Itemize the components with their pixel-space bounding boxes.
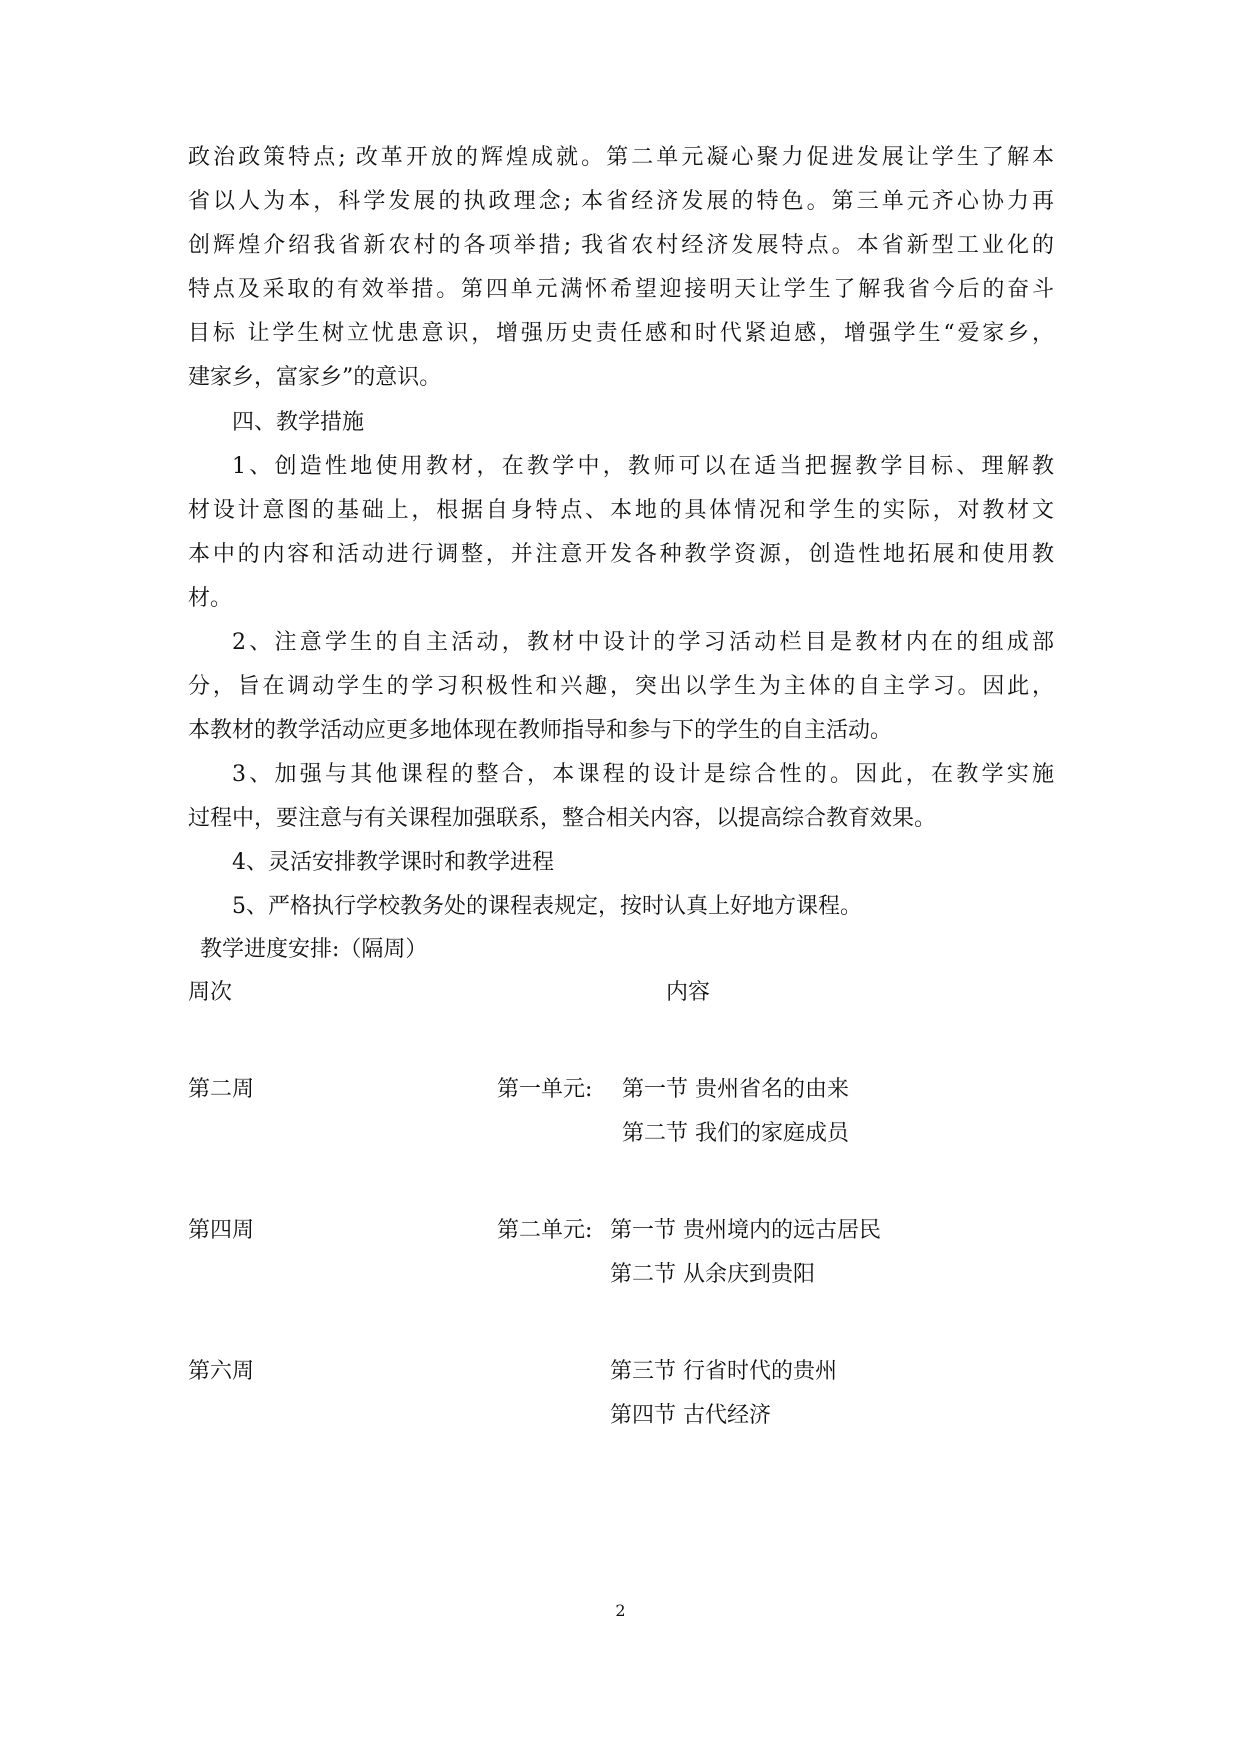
schedule-lesson-item: 第二节 从余庆到贵阳	[610, 1262, 815, 1287]
schedule-week-cell: 第四周	[188, 1218, 255, 1243]
paragraph-line: 建家乡，富家乡”的意识。	[188, 365, 442, 390]
schedule-unit-cell: 第一单元:	[497, 1077, 593, 1102]
schedule-lesson-item: 第四节 古代经济	[610, 1403, 771, 1428]
page-number: 2	[615, 1601, 626, 1620]
section-heading: 四、教学措施	[232, 410, 365, 435]
paragraph-line: 本教材的教学活动应更多地体现在教师指导和参与下的学生的自主活动。	[188, 718, 893, 743]
paragraph-line: 省以人为本，科学发展的执政理念; 本省经济发展的特色。第三单元齐心协力再	[188, 189, 1054, 214]
paragraph-line: 4、灵活安排教学课时和教学进程	[232, 850, 554, 875]
paragraph-line: 目标 让学生树立忧患意识，增强历史责任感和时代紧迫感，增强学生“爱家乡，	[188, 321, 1054, 346]
schedule-week-cell: 第二周	[188, 1077, 255, 1102]
paragraph-line: 材设计意图的基础上，根据自身特点、本地的具体情况和学生的实际，对教材文	[188, 498, 1054, 523]
schedule-lesson-item: 第二节 我们的家庭成员	[622, 1121, 849, 1146]
paragraph-line: 创辉煌介绍我省新农村的各项举措; 我省农村经济发展特点。本省新型工业化的	[188, 233, 1054, 258]
paragraph-line: 2、注意学生的自主活动，教材中设计的学习活动栏目是教材内在的组成部	[232, 630, 1054, 655]
paragraph-line: 本中的内容和活动进行调整，并注意开发各种教学资源，创造性地拓展和使用教	[188, 542, 1054, 567]
paragraph-line: 3、加强与其他课程的整合，本课程的设计是综合性的。因此，在教学实施	[232, 762, 1054, 787]
schedule-column-content: 内容	[666, 980, 711, 1005]
schedule-column-week: 周次	[188, 980, 233, 1005]
schedule-lesson-item: 第一节 贵州省名的由来	[622, 1077, 849, 1102]
paragraph-line: 分，旨在调动学生的学习积极性和兴趣，突出以学生为主体的自主学习。因此，	[188, 674, 1054, 699]
paragraph-line: 政治政策特点; 改革开放的辉煌成就。第二单元凝心聚力促进发展让学生了解本	[188, 145, 1054, 170]
schedule-lesson-item: 第三节 行省时代的贵州	[610, 1359, 837, 1384]
schedule-unit-cell: 第二单元:	[497, 1218, 593, 1243]
paragraph-line: 5、严格执行学校教务处的课程表规定，按时认真上好地方课程。	[232, 894, 862, 919]
paragraph-line: 过程中，要注意与有关课程加强联系，整合相关内容，以提高综合教育效果。	[188, 806, 937, 831]
paragraph-line: 1、创造性地使用教材，在教学中，教师可以在适当把握教学目标、理解教	[232, 454, 1054, 479]
paragraph-line: 特点及采取的有效举措。第四单元满怀希望迎接明天让学生了解我省今后的奋斗	[188, 277, 1054, 302]
schedule-week-cell: 第六周	[188, 1359, 255, 1384]
schedule-title: 教学进度安排:（隔周）	[200, 937, 428, 962]
paragraph-line: 材。	[188, 586, 233, 611]
schedule-lesson-item: 第一节 贵州境内的远古居民	[610, 1218, 881, 1243]
